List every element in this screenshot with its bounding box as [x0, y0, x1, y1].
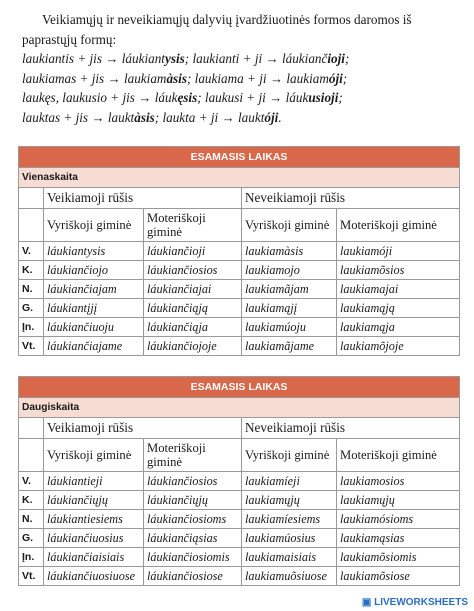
example-form: laukt	[107, 109, 135, 125]
table-row	[19, 242, 460, 261]
voice-passive: Neveikiamoji rūšis	[242, 188, 460, 209]
cell: láukiančiąja	[144, 318, 242, 337]
empty-cell	[19, 439, 44, 472]
example-ending: àsis	[166, 70, 187, 86]
gender-row	[19, 439, 460, 472]
punct: ;	[338, 90, 343, 106]
gender-fem: Moteriškoji giminė	[144, 439, 242, 472]
example-ending: ęsis	[177, 90, 198, 106]
cell: láukiančiajai	[144, 280, 242, 299]
cell: láukiančiąsias	[144, 529, 242, 548]
cell: laukiamąja	[337, 318, 460, 337]
example-base: laukiamas + jis	[22, 70, 105, 86]
example-line-2	[22, 69, 462, 89]
voice-active: Veikiamoji rūšis	[44, 188, 242, 209]
table-row	[19, 529, 460, 548]
voice-row	[19, 418, 460, 439]
empty-cell	[19, 418, 44, 439]
cell: laukiamõsios	[337, 261, 460, 280]
number-row	[19, 168, 460, 188]
example-line-1	[22, 49, 462, 69]
example-form: laukt	[238, 109, 265, 125]
example-base: ; laukiama + ji	[186, 70, 267, 86]
table-row	[19, 318, 460, 337]
tense-header: ESAMASIS LAIKAS	[19, 147, 460, 168]
cell: láukiantįjį	[44, 299, 144, 318]
cell: laukiamosios	[337, 472, 460, 491]
cell: láukiančiuoju	[44, 318, 144, 337]
cell: laukiamósioms	[337, 510, 460, 529]
logo-icon: ▣	[361, 597, 375, 608]
number-label: Daugiskaita	[19, 398, 460, 418]
cell: laukiamojo	[242, 261, 337, 280]
cell: laukiamíeji	[242, 472, 337, 491]
table-header-row	[19, 377, 460, 398]
table-row	[19, 491, 460, 510]
case-label: N.	[19, 280, 44, 299]
gender-fem: Moteriškoji giminė	[337, 209, 460, 242]
arrow-icon: →	[105, 51, 119, 67]
example-base: ; laukusi + ji	[197, 90, 266, 106]
cell: laukiamõsiomis	[337, 548, 460, 567]
cell: láukiančiųjų	[44, 491, 144, 510]
arrow-icon: →	[107, 70, 121, 86]
tense-header: ESAMASIS LAIKAS	[19, 377, 460, 398]
punct: .	[278, 109, 282, 125]
cell: laukiamaisiais	[242, 548, 337, 567]
example-ending: àsis	[134, 109, 155, 125]
cell: láukiančiajame	[44, 337, 144, 356]
cell: láukiančiosios	[144, 472, 242, 491]
case-label: G.	[19, 299, 44, 318]
cell: laukiamuõsiuose	[242, 567, 337, 586]
cell: laukiamúoju	[242, 318, 337, 337]
arrow-icon: →	[138, 90, 152, 106]
table-row	[19, 567, 460, 586]
voice-passive: Neveikiamoji rūšis	[242, 418, 460, 439]
table-row	[19, 510, 460, 529]
example-ending: óji	[328, 70, 343, 86]
gender-fem: Moteriškoji giminė	[337, 439, 460, 472]
example-ending: usioji	[308, 90, 339, 106]
table-row	[19, 261, 460, 280]
case-label: Įn.	[19, 548, 44, 567]
example-line-3	[22, 88, 462, 108]
empty-cell	[19, 209, 44, 242]
intro-text	[22, 10, 462, 128]
case-label: V.	[19, 242, 44, 261]
arrow-icon: →	[269, 90, 283, 106]
gender-masc: Vyriškoji giminė	[44, 209, 144, 242]
example-form: láuk	[154, 90, 178, 106]
cell: laukiamųjų	[337, 491, 460, 510]
logo-text: LIVEWORKSHEETS	[374, 597, 468, 608]
example-form: láukiant	[121, 51, 165, 67]
gender-row	[19, 209, 460, 242]
table-singular	[18, 146, 460, 356]
intro-lead: Veikiamųjų ir neveikiamųjų dalyvių įvardžiuotinės formos daromos iš paprastųjų formų:	[22, 12, 412, 47]
cell: láukiančiųjų	[144, 491, 242, 510]
cell: láukiančiosiose	[144, 567, 242, 586]
cell: laukiamóji	[337, 242, 460, 261]
table-row	[19, 280, 460, 299]
table-header-row	[19, 147, 460, 168]
cell: láukiančiuosius	[44, 529, 144, 548]
example-ending: óji	[264, 109, 279, 125]
example-base: laukiantis + jis	[22, 51, 102, 67]
number-row	[19, 398, 460, 418]
arrow-icon: →	[269, 70, 284, 86]
arrow-icon: →	[91, 109, 105, 125]
cell: laukiamąjį	[242, 299, 337, 318]
example-form: láuk	[285, 90, 309, 106]
example-ending: ioji	[327, 51, 345, 67]
cell: laukiamąją	[337, 299, 460, 318]
punct: ;	[344, 51, 350, 67]
table-row	[19, 548, 460, 567]
arrow-icon: →	[221, 109, 235, 125]
cell: laukiamõjoje	[337, 337, 460, 356]
cell: laukiamãjam	[242, 280, 337, 299]
voice-active: Veikiamoji rūšis	[44, 418, 242, 439]
example-ending: ysis	[164, 51, 185, 67]
case-label: N.	[19, 510, 44, 529]
example-base: laukęs, laukusio + jis	[22, 90, 135, 106]
example-line-4	[22, 108, 462, 128]
gender-fem: Moteriškoji giminė	[144, 209, 242, 242]
cell: laukiamųjų	[242, 491, 337, 510]
voice-row	[19, 188, 460, 209]
example-form: láukianč	[281, 51, 328, 67]
empty-cell	[19, 188, 44, 209]
arrow-icon: →	[265, 51, 279, 67]
gender-masc: Vyriškoji giminė	[242, 439, 337, 472]
case-label: K.	[19, 491, 44, 510]
cell: láukiančiosioms	[144, 510, 242, 529]
example-base: lauktas + jis	[22, 109, 89, 125]
table-row	[19, 337, 460, 356]
table-plural	[18, 376, 460, 586]
case-label: G.	[19, 529, 44, 548]
cell: laukiamãjame	[242, 337, 337, 356]
gender-masc: Vyriškoji giminė	[242, 209, 337, 242]
cell: láukiančiojoje	[144, 337, 242, 356]
example-base: ; laukta + ji	[154, 109, 219, 125]
example-form: laukiam	[286, 70, 329, 86]
cell: láukiančiaisiais	[44, 548, 144, 567]
cell: láukiančioji	[144, 242, 242, 261]
cell: laukiamõsiose	[337, 567, 460, 586]
case-label: V.	[19, 472, 44, 491]
liveworksheets-logo	[360, 596, 470, 609]
gender-masc: Vyriškoji giminė	[44, 439, 144, 472]
case-label: Vt.	[19, 567, 44, 586]
cell: laukiamąsias	[337, 529, 460, 548]
case-label: K.	[19, 261, 44, 280]
cell: láukiančiojo	[44, 261, 144, 280]
cell: láukiantiesiems	[44, 510, 144, 529]
cell: laukiamíesiems	[242, 510, 337, 529]
cell: laukiamúosius	[242, 529, 337, 548]
case-label: Įn.	[19, 318, 44, 337]
punct: ;	[342, 70, 348, 86]
cell: láukiantieji	[44, 472, 144, 491]
cell: láukiančiosios	[144, 261, 242, 280]
cell: laukiamàsis	[242, 242, 337, 261]
cell: láukiančiosiomis	[144, 548, 242, 567]
cell: láukiančiuosiuose	[44, 567, 144, 586]
case-label: Vt.	[19, 337, 44, 356]
example-base: ; laukianti + ji	[184, 51, 263, 67]
cell: láukiantysis	[44, 242, 144, 261]
table-row	[19, 472, 460, 491]
number-label: Vienaskaita	[19, 168, 460, 188]
table-row	[19, 299, 460, 318]
cell: laukiamajai	[337, 280, 460, 299]
cell: láukiančiajam	[44, 280, 144, 299]
cell: láukiančiąją	[144, 299, 242, 318]
example-form: laukiam	[123, 70, 167, 86]
